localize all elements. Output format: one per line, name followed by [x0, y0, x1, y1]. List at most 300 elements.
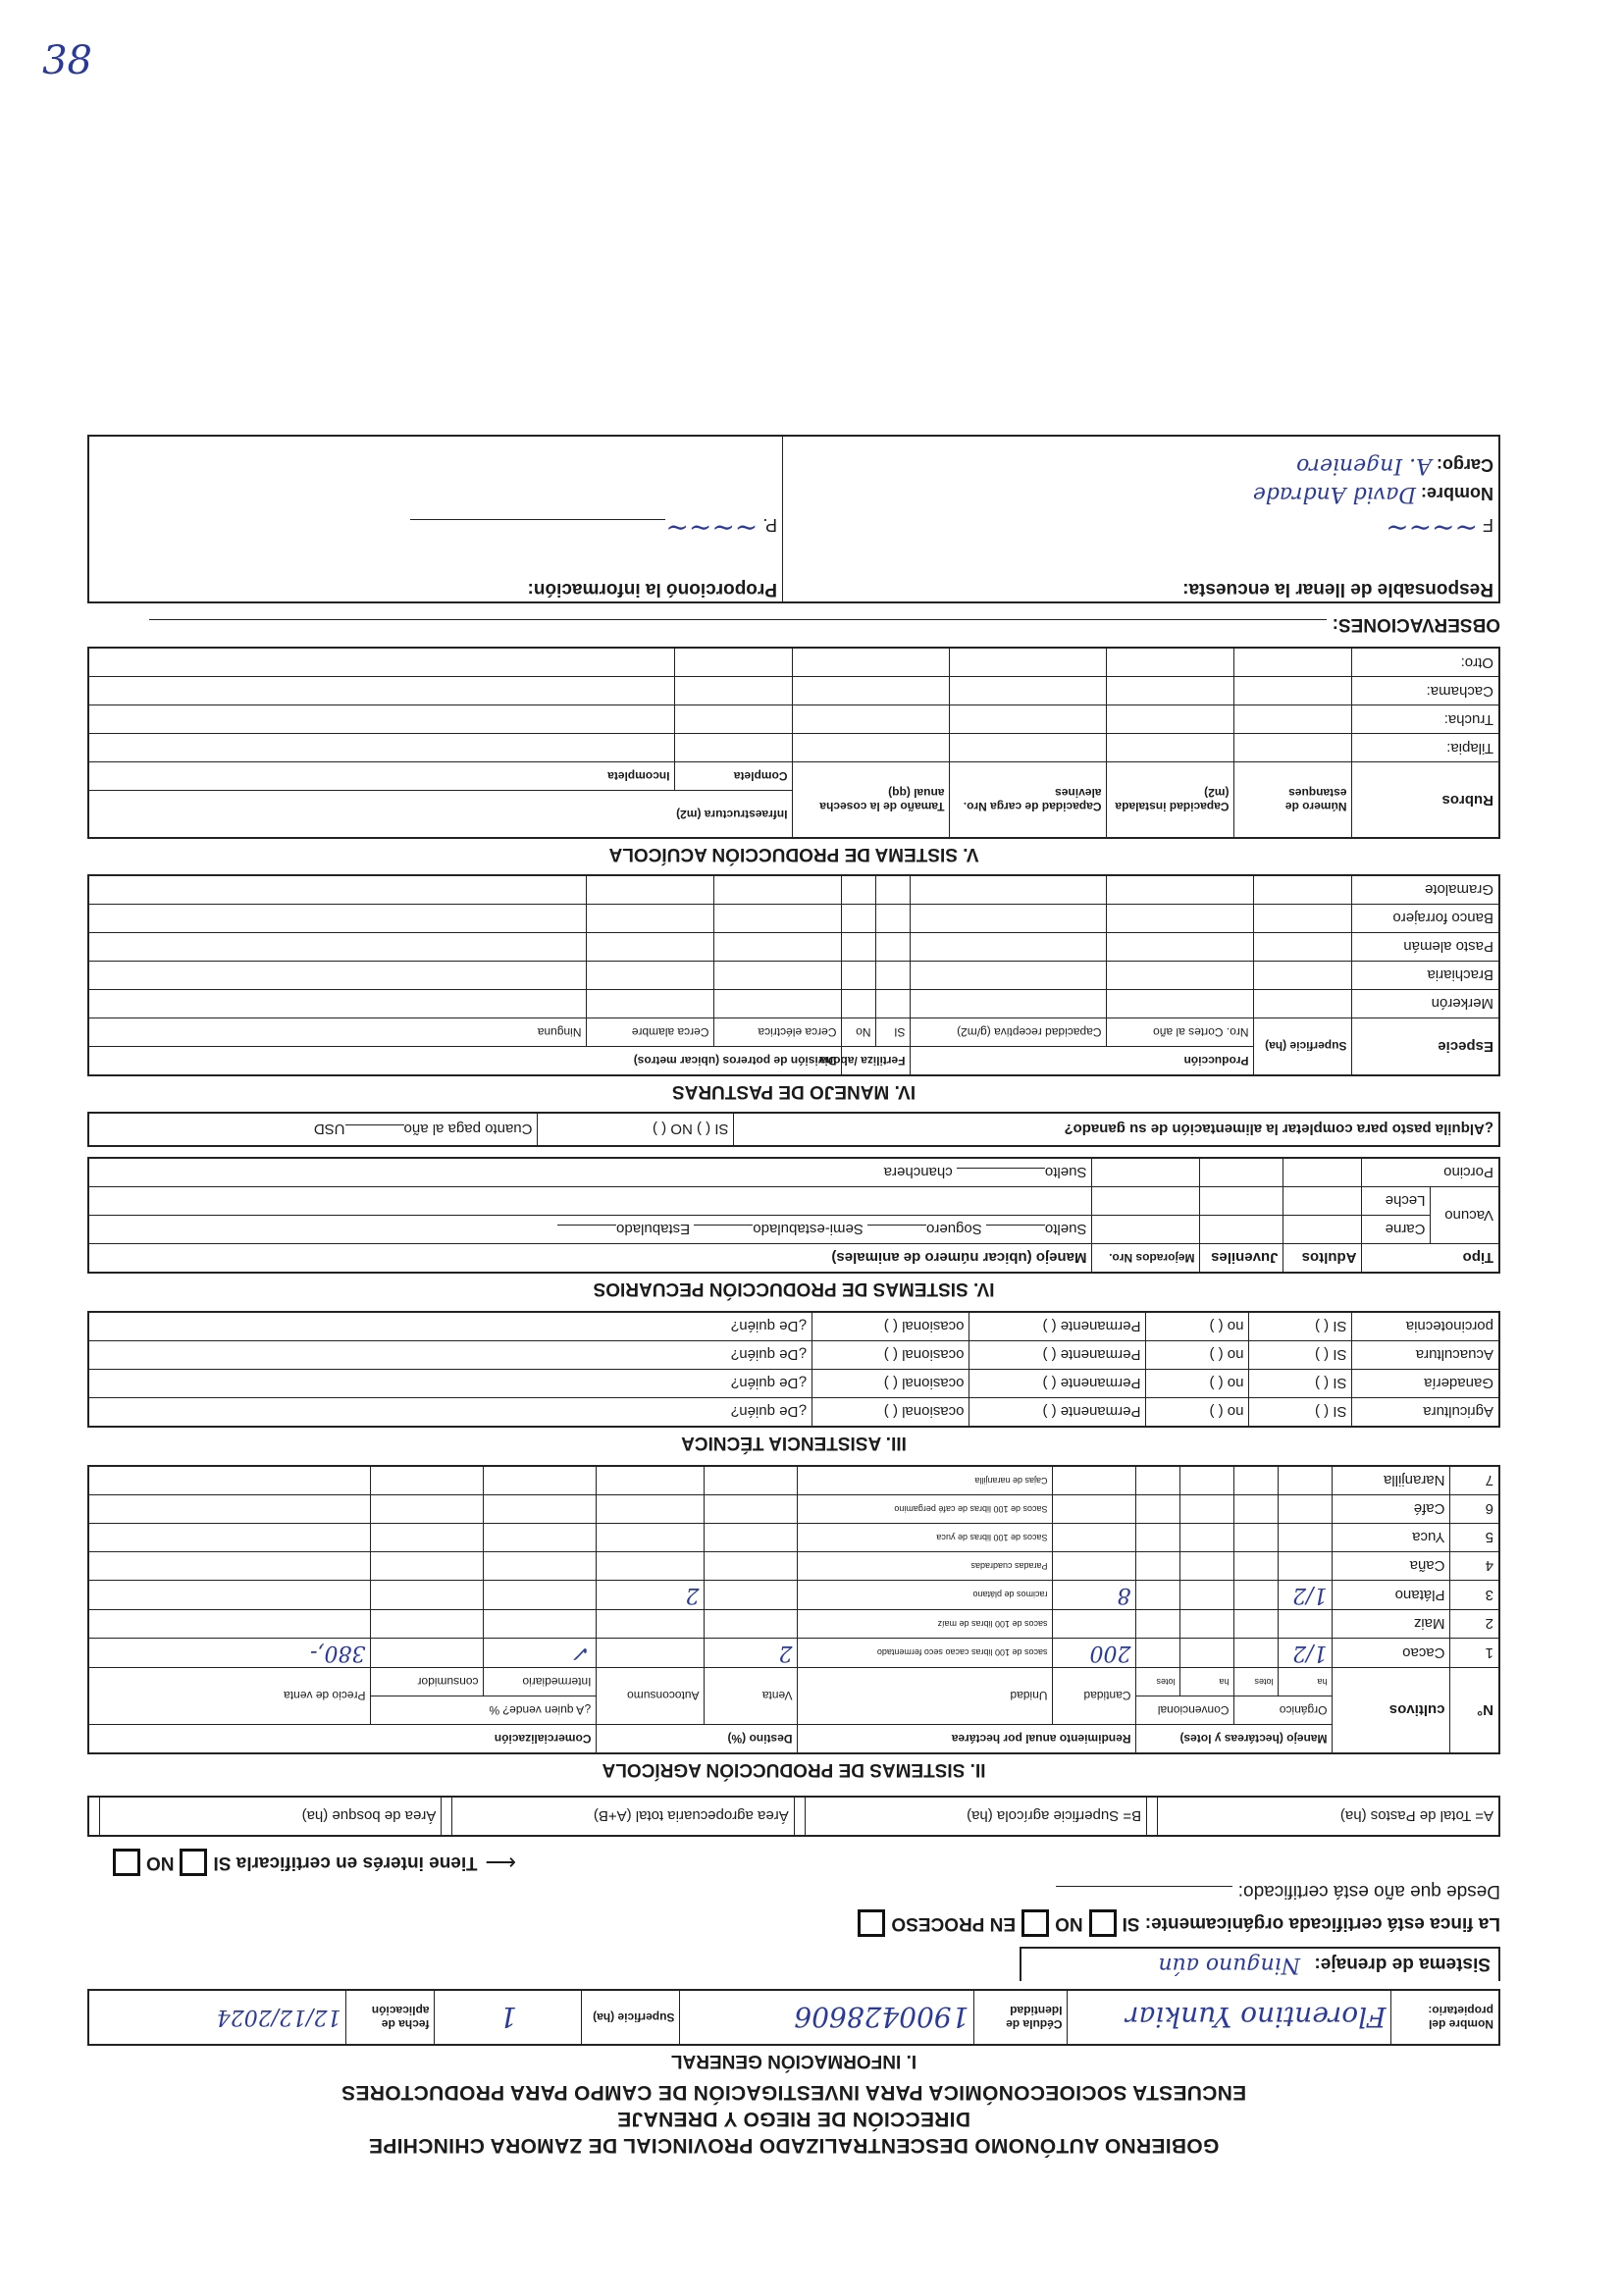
- interest-row: [87, 1849, 1500, 1876]
- cell: [675, 705, 793, 734]
- conv-ha: [1180, 1524, 1234, 1552]
- responsable-label: Responsable de llenar la encuesta:: [1182, 579, 1493, 600]
- conv-ha: [1180, 1581, 1234, 1610]
- consumidor: [371, 1639, 484, 1668]
- asist-no: no ( ): [1146, 1398, 1249, 1428]
- asist-area: Ganadería: [1352, 1370, 1499, 1398]
- cell: [842, 933, 876, 962]
- col-adultos: Adultos: [1283, 1244, 1362, 1274]
- consumidor: [371, 1610, 484, 1639]
- cell: [1254, 962, 1352, 990]
- crop-name: Cacao: [1333, 1639, 1450, 1668]
- table-row: [88, 1639, 1499, 1668]
- cell: [587, 990, 714, 1018]
- asist-ocasional: ocasional ( ): [812, 1341, 969, 1370]
- asist-quien: ¿De quién?: [88, 1312, 812, 1341]
- asistencia-table: [87, 1311, 1500, 1428]
- organic-lotes: [1234, 1524, 1279, 1552]
- table-row: [88, 933, 1499, 962]
- asist-quien: ¿De quién?: [88, 1398, 812, 1428]
- alquila-table: [87, 1112, 1500, 1147]
- conv-lotes: [1136, 1581, 1180, 1610]
- venta: 2: [705, 1639, 798, 1668]
- organic-process-label: EN PROCESO: [891, 1913, 1017, 1934]
- unit: Cajas de naranjilla: [798, 1466, 1053, 1495]
- col-cultivos: cultivos: [1333, 1668, 1450, 1754]
- cell: [714, 875, 842, 905]
- cell: [876, 875, 911, 905]
- table-row: [88, 649, 1499, 678]
- col-intermediario: Intermediario: [484, 1668, 597, 1696]
- rubro-name: Trucha:: [1352, 705, 1499, 734]
- col-fertiliza: Fertiliza /abona: [842, 1047, 911, 1076]
- asist-area: Agricultura: [1352, 1398, 1499, 1428]
- organic-lotes: [1234, 1639, 1279, 1668]
- cell: [1234, 649, 1352, 678]
- cell: [714, 905, 842, 933]
- asist-ocasional: ocasional ( ): [812, 1312, 969, 1341]
- cell: [1234, 734, 1352, 762]
- organic-ha: 1/2: [1279, 1581, 1333, 1610]
- alquila-opts: SI ( ) NO ( ): [538, 1113, 734, 1146]
- quantity: [1053, 1610, 1136, 1639]
- quantity: [1053, 1495, 1136, 1524]
- precio: [88, 1552, 371, 1581]
- cell: [842, 875, 876, 905]
- precio: [88, 1495, 371, 1524]
- id-value: 1900428606: [680, 1990, 974, 2045]
- cell: [88, 962, 587, 990]
- cell: [793, 734, 950, 762]
- quantity: 200: [1053, 1639, 1136, 1668]
- proporciono-cell: Proporcionó la información: P. ~~~~: [88, 437, 783, 603]
- date-label: fecha de aplicación: [346, 1990, 435, 2045]
- cell: [793, 649, 950, 678]
- crop-name: Maiz: [1333, 1610, 1450, 1639]
- cargo-value: A. Ingeniero: [1296, 453, 1432, 479]
- cell: [911, 933, 1107, 962]
- asist-quien: ¿De quién?: [88, 1370, 812, 1398]
- autoconsumo: [597, 1466, 705, 1495]
- venta: [705, 1495, 798, 1524]
- cell: [793, 705, 950, 734]
- col-org-lotes: lotes: [1234, 1668, 1279, 1696]
- table-row: [88, 1610, 1499, 1639]
- col-completa: Completa: [675, 762, 793, 791]
- asist-ocasional: ocasional ( ): [812, 1398, 969, 1428]
- unit: Sacos de 100 libras de café pergamino: [798, 1495, 1053, 1524]
- conv-ha: [1180, 1552, 1234, 1581]
- conv-ha: [1180, 1639, 1234, 1668]
- conv-lotes: [1136, 1639, 1180, 1668]
- cell: [1107, 677, 1234, 705]
- row-number: 7: [1450, 1466, 1499, 1495]
- conv-lotes: [1136, 1552, 1180, 1581]
- conv-ha: [1180, 1610, 1234, 1639]
- autoconsumo: [597, 1524, 705, 1552]
- col-incompleta: Incompleta: [88, 762, 675, 791]
- species-name: Merkerón: [1352, 990, 1499, 1018]
- col-no: N°: [1450, 1668, 1499, 1754]
- table-row: [88, 1312, 1499, 1341]
- quantity: 8: [1053, 1581, 1136, 1610]
- cell: [714, 933, 842, 962]
- acuicola-table: [87, 648, 1500, 840]
- asist-area: porcinotecnia: [1352, 1312, 1499, 1341]
- precio: [88, 1466, 371, 1495]
- cell: [587, 933, 714, 962]
- row-number: 4: [1450, 1552, 1499, 1581]
- row-number: 3: [1450, 1581, 1499, 1610]
- interest-no-checkbox[interactable]: [113, 1849, 140, 1876]
- unit: sacos de 100 libras cacao seco fermentado: [798, 1639, 1053, 1668]
- asist-permanente: Permanente ( ): [969, 1370, 1146, 1398]
- area-value: 1: [435, 1990, 582, 2045]
- responsable-signature: ~~~~: [1386, 512, 1478, 546]
- cell: [88, 875, 587, 905]
- cell: [88, 734, 675, 762]
- asist-si: SI ( ): [1249, 1312, 1352, 1341]
- observaciones-line: [149, 620, 1327, 621]
- autoconsumo: [597, 1639, 705, 1668]
- col-juveniles: Juveniles: [1200, 1244, 1283, 1274]
- autoconsumo: [597, 1610, 705, 1639]
- consumidor: [371, 1552, 484, 1581]
- cargo-label: Cargo:: [1437, 455, 1493, 476]
- cell: [876, 990, 911, 1018]
- row-number: 1: [1450, 1639, 1499, 1668]
- pecuarios-table: [87, 1157, 1500, 1274]
- cell: [88, 705, 675, 734]
- cell: [842, 905, 876, 933]
- col-rend: Rendimiento anual por hectárea: [798, 1725, 1136, 1754]
- asist-no: no ( ): [1146, 1312, 1249, 1341]
- since-row: [87, 1880, 1500, 1902]
- cell: [1107, 962, 1254, 990]
- col-aquien: ¿A quien vende? %: [371, 1696, 597, 1725]
- col-mejorados: Mejorados Nro.: [1092, 1244, 1200, 1274]
- autoconsumo: [597, 1495, 705, 1524]
- venta: [705, 1552, 798, 1581]
- proporciono-label: Proporcionó la información:: [527, 579, 777, 600]
- species-name: Brachiaria: [1352, 962, 1499, 990]
- col-ninguna: Ninguna: [88, 1018, 587, 1047]
- interest-si-checkbox[interactable]: [181, 1849, 208, 1876]
- corner-mark: 38: [42, 38, 92, 83]
- since-line: [1056, 1886, 1232, 1887]
- area-total-label: Área agropecuaria total (A+B): [452, 1797, 794, 1836]
- organic-ha: 1/2: [1279, 1639, 1333, 1668]
- col-consumidor: consumidor: [371, 1668, 484, 1696]
- col-unidad: Unidad: [798, 1668, 1053, 1725]
- cell: [1107, 990, 1254, 1018]
- intermediario: [484, 1466, 597, 1495]
- drainage-row: [1020, 1947, 1500, 1981]
- col-rubros: Rubros: [1352, 762, 1499, 838]
- autoconsumo: [597, 1552, 705, 1581]
- area-bosque-value: [88, 1797, 100, 1836]
- interest-label: Tiene interés en certificarla SI: [213, 1852, 478, 1873]
- col-convencional: Convencional: [1136, 1696, 1234, 1725]
- col-division: División de potreros (ubicar metros): [88, 1047, 842, 1076]
- section-1-title: I. INFORMACIÓN GENERAL: [670, 2051, 917, 2071]
- drainage-value: Ninguno aún: [1158, 1953, 1301, 1977]
- table-row: [88, 1398, 1499, 1428]
- nombre-label: Nombre:: [1420, 484, 1493, 504]
- col-fert-si: SI: [876, 1018, 911, 1047]
- asist-permanente: Permanente ( ): [969, 1341, 1146, 1370]
- intermediario: ✓: [484, 1639, 597, 1668]
- cell: [88, 905, 587, 933]
- unit: Paradas cuadradas: [798, 1552, 1053, 1581]
- organic-row: [87, 1909, 1500, 1937]
- id-label: Cédula de Identidad: [974, 1990, 1068, 2045]
- cell: [1107, 933, 1254, 962]
- asist-no: no ( ): [1146, 1370, 1249, 1398]
- proporciono-signature: ~~~~: [665, 512, 759, 546]
- nombre-value: David Andrade: [1252, 482, 1416, 507]
- vacuno-manejo: Suelto Soguero Semi-estabulado Estabulado: [88, 1216, 1092, 1244]
- conv-ha: [1180, 1495, 1234, 1524]
- cell: [911, 962, 1107, 990]
- col-cosecha: Tamaño de la cosecha anual (qq): [793, 762, 950, 838]
- responsable-cell: Responsable de llenar la encuesta: F ~~~~ Nombre: David Andrade Cargo: A. Ingeniero: [783, 437, 1500, 603]
- alquila-question: ¿Alquila pasto para completar la alimentación de su ganado?: [734, 1113, 1499, 1146]
- signature-table: [87, 436, 1500, 604]
- cell: [587, 905, 714, 933]
- cell: [1107, 649, 1234, 678]
- header-line-3: ENCUESTA SOCIOECONÓMICA PARA INVESTIGACIÓN DE CAMPO PARA PRODUCTORES: [340, 2081, 1247, 2104]
- crop-name: Plátano: [1333, 1581, 1450, 1610]
- section-6-title: V. SISTEMA DE PRODUCCIÓN ACUÍCOLA: [608, 844, 979, 864]
- organic-label: La finca está certificada orgánicamente: SI: [1122, 1913, 1500, 1934]
- col-conv-ha: ha: [1180, 1668, 1234, 1696]
- alquila-pago: Cuanto paga al añoUSD: [88, 1113, 538, 1146]
- conv-lotes: [1136, 1524, 1180, 1552]
- organic-ha: [1279, 1495, 1333, 1524]
- section-5-title: IV. MANEJO DE PASTURAS: [671, 1081, 916, 1102]
- asist-no: no ( ): [1146, 1341, 1249, 1370]
- cell: [1234, 705, 1352, 734]
- table-row: [88, 1495, 1499, 1524]
- area-total-value: [442, 1797, 452, 1836]
- cell: [1254, 905, 1352, 933]
- col-capacidad: Capacidad receptiva (g/m2): [911, 1018, 1107, 1047]
- cell: [950, 705, 1107, 734]
- col-comerc: Comercialización: [88, 1725, 597, 1754]
- porcino-label: Porcino: [1362, 1158, 1499, 1187]
- table-row: [88, 677, 1499, 705]
- cell: [714, 990, 842, 1018]
- cell: [1107, 705, 1234, 734]
- form-content: [87, 436, 1500, 2160]
- col-manejo-animales: Manejo (ubicar número de animales): [88, 1244, 1092, 1274]
- cell: [88, 990, 587, 1018]
- general-info-table: [87, 1989, 1500, 2046]
- col-venta: Venta: [705, 1668, 798, 1725]
- cell: [950, 677, 1107, 705]
- quantity: [1053, 1466, 1136, 1495]
- species-name: Banco forrajero: [1352, 905, 1499, 933]
- observaciones-label: OBSERVACIONES:: [1332, 614, 1500, 636]
- crop-name: Caña: [1333, 1552, 1450, 1581]
- cell: [1107, 905, 1254, 933]
- observaciones-row: [87, 614, 1500, 636]
- intermediario: [484, 1524, 597, 1552]
- venta: [705, 1581, 798, 1610]
- col-cantidad: Cantidad: [1053, 1668, 1136, 1725]
- asist-si: SI ( ): [1249, 1370, 1352, 1398]
- crop-name: Naranjilla: [1333, 1466, 1450, 1495]
- cell: [1234, 677, 1352, 705]
- areas-table: [87, 1796, 1500, 1837]
- organic-lotes: [1234, 1581, 1279, 1610]
- intermediario: [484, 1610, 597, 1639]
- section-3-title: III. ASISTENCIA TÉCNICA: [681, 1433, 907, 1453]
- venta: [705, 1466, 798, 1495]
- conv-ha: [1180, 1466, 1234, 1495]
- owner-value: Florentino Yunkiar: [1068, 1990, 1391, 2045]
- quantity: [1053, 1552, 1136, 1581]
- row-number: 2: [1450, 1610, 1499, 1639]
- cell: [911, 990, 1107, 1018]
- header-line-2: DIRECCIÓN DE RIEGO Y DRENAJE: [616, 2108, 971, 2130]
- organic-lotes: [1234, 1610, 1279, 1639]
- table-row: [88, 1524, 1499, 1552]
- table-row: [88, 1341, 1499, 1370]
- area-label: Superficie (ha): [582, 1990, 680, 2045]
- cell: [793, 677, 950, 705]
- organic-ha: [1279, 1524, 1333, 1552]
- organic-lotes: [1234, 1495, 1279, 1524]
- rubro-name: Cachama:: [1352, 677, 1499, 705]
- cell: [842, 962, 876, 990]
- organic-ha: [1279, 1466, 1333, 1495]
- organic-lotes: [1234, 1466, 1279, 1495]
- consumidor: [371, 1581, 484, 1610]
- organic-si-checkbox[interactable]: [1089, 1909, 1117, 1937]
- cell: [911, 905, 1107, 933]
- conv-lotes: [1136, 1495, 1180, 1524]
- col-tipo: Tipo: [1362, 1244, 1499, 1274]
- col-conv-lotes: lotes: [1136, 1668, 1180, 1696]
- section-2-title: II. SISTEMAS DE PRODUCCIÓN AGRÍCOLA: [602, 1759, 986, 1780]
- col-electrica: Cerca eléctrica: [714, 1018, 842, 1047]
- form-header: [87, 2079, 1500, 2159]
- consumidor: [371, 1495, 484, 1524]
- col-especie: Especie: [1352, 1018, 1499, 1076]
- intermediario: [484, 1495, 597, 1524]
- section-4-title: IV. SISTEMAS DE PRODUCCIÓN PECUARIOS: [593, 1278, 995, 1299]
- cell: [950, 734, 1107, 762]
- unit: Sacos de 100 libras de yuca: [798, 1524, 1053, 1552]
- asist-ocasional: ocasional ( ): [812, 1370, 969, 1398]
- organic-lotes: [1234, 1552, 1279, 1581]
- venta: [705, 1524, 798, 1552]
- col-org-ha: ha: [1279, 1668, 1333, 1696]
- cell: [88, 649, 675, 678]
- area-pastos-value: [1147, 1797, 1158, 1836]
- cell: [675, 649, 793, 678]
- unit: sacos de 100 libras de maíz: [798, 1610, 1053, 1639]
- pasturas-table: [87, 874, 1500, 1076]
- crop-name: Café: [1333, 1495, 1450, 1524]
- rubro-name: Otro:: [1352, 649, 1499, 678]
- col-autoconsumo: Autoconsumo: [597, 1668, 705, 1725]
- area-agricola-label: B= Superficie agrícola (ha): [805, 1797, 1146, 1836]
- arrow-icon: ⟵: [485, 1851, 516, 1875]
- autoconsumo: 2: [597, 1581, 705, 1610]
- cell: [876, 933, 911, 962]
- carne-label: Carne: [1362, 1216, 1431, 1244]
- col-cap-instalada: Capacidad instalada (m2): [1107, 762, 1234, 838]
- precio: [88, 1524, 371, 1552]
- since-label: Desde que año está certificado:: [1237, 1881, 1500, 1902]
- precio: [88, 1581, 371, 1610]
- cell: [876, 962, 911, 990]
- table-row: [88, 990, 1499, 1018]
- species-name: Pasto alemán: [1352, 933, 1499, 962]
- cell: [88, 933, 587, 962]
- asist-permanente: Permanente ( ): [969, 1398, 1146, 1428]
- quantity: [1053, 1524, 1136, 1552]
- col-superficie: Superficie (ha): [1254, 1018, 1352, 1076]
- cell: [842, 990, 876, 1018]
- col-organico: Orgánico: [1234, 1696, 1333, 1725]
- header-line-1: GOBIERNO AUTÓNOMO DESCENTRALIZADO PROVINCIAL DE ZAMORA CHINCHIPE: [368, 2134, 1220, 2157]
- cell: [675, 734, 793, 762]
- area-bosque-label: Área de bosque (ha): [100, 1797, 442, 1836]
- cell: [1254, 990, 1352, 1018]
- cell: [587, 962, 714, 990]
- consumidor: [371, 1524, 484, 1552]
- table-row: [88, 734, 1499, 762]
- col-estanques: Número de estanques: [1234, 762, 1352, 838]
- owner-label: Nombre del propietario:: [1391, 1990, 1499, 2045]
- organic-no-label: NO: [1055, 1913, 1083, 1934]
- col-carga: Capacidad de carga Nro. alevines: [950, 762, 1107, 838]
- date-value: 12/12/2024: [88, 1990, 346, 2045]
- cell: [876, 905, 911, 933]
- cell: [1107, 734, 1234, 762]
- row-number: 6: [1450, 1495, 1499, 1524]
- table-row: [88, 962, 1499, 990]
- drainage-label: Sistema de drenaje:: [1314, 1954, 1491, 1974]
- cell: [1254, 933, 1352, 962]
- organic-no-checkbox[interactable]: [1021, 1909, 1049, 1937]
- unit: racimos de plátano: [798, 1581, 1053, 1610]
- asist-quien: ¿De quién?: [88, 1341, 812, 1370]
- venta: [705, 1610, 798, 1639]
- conv-lotes: [1136, 1466, 1180, 1495]
- table-row: [88, 905, 1499, 933]
- organic-ha: [1279, 1610, 1333, 1639]
- interest-no-label: NO: [146, 1852, 175, 1873]
- species-name: Gramalote: [1352, 875, 1499, 905]
- intermediario: [484, 1552, 597, 1581]
- cell: [714, 962, 842, 990]
- cell: [1254, 875, 1352, 905]
- porcino-manejo: Suelto chanchera: [88, 1158, 1092, 1187]
- col-produccion: Producción: [911, 1047, 1254, 1076]
- organic-process-checkbox[interactable]: [858, 1909, 885, 1937]
- table-row: [88, 1581, 1499, 1610]
- table-row: [88, 1370, 1499, 1398]
- cell: [1107, 875, 1254, 905]
- rubro-name: Tilapia:: [1352, 734, 1499, 762]
- col-infra: Infraestructura (m2): [88, 791, 793, 838]
- cell: [950, 649, 1107, 678]
